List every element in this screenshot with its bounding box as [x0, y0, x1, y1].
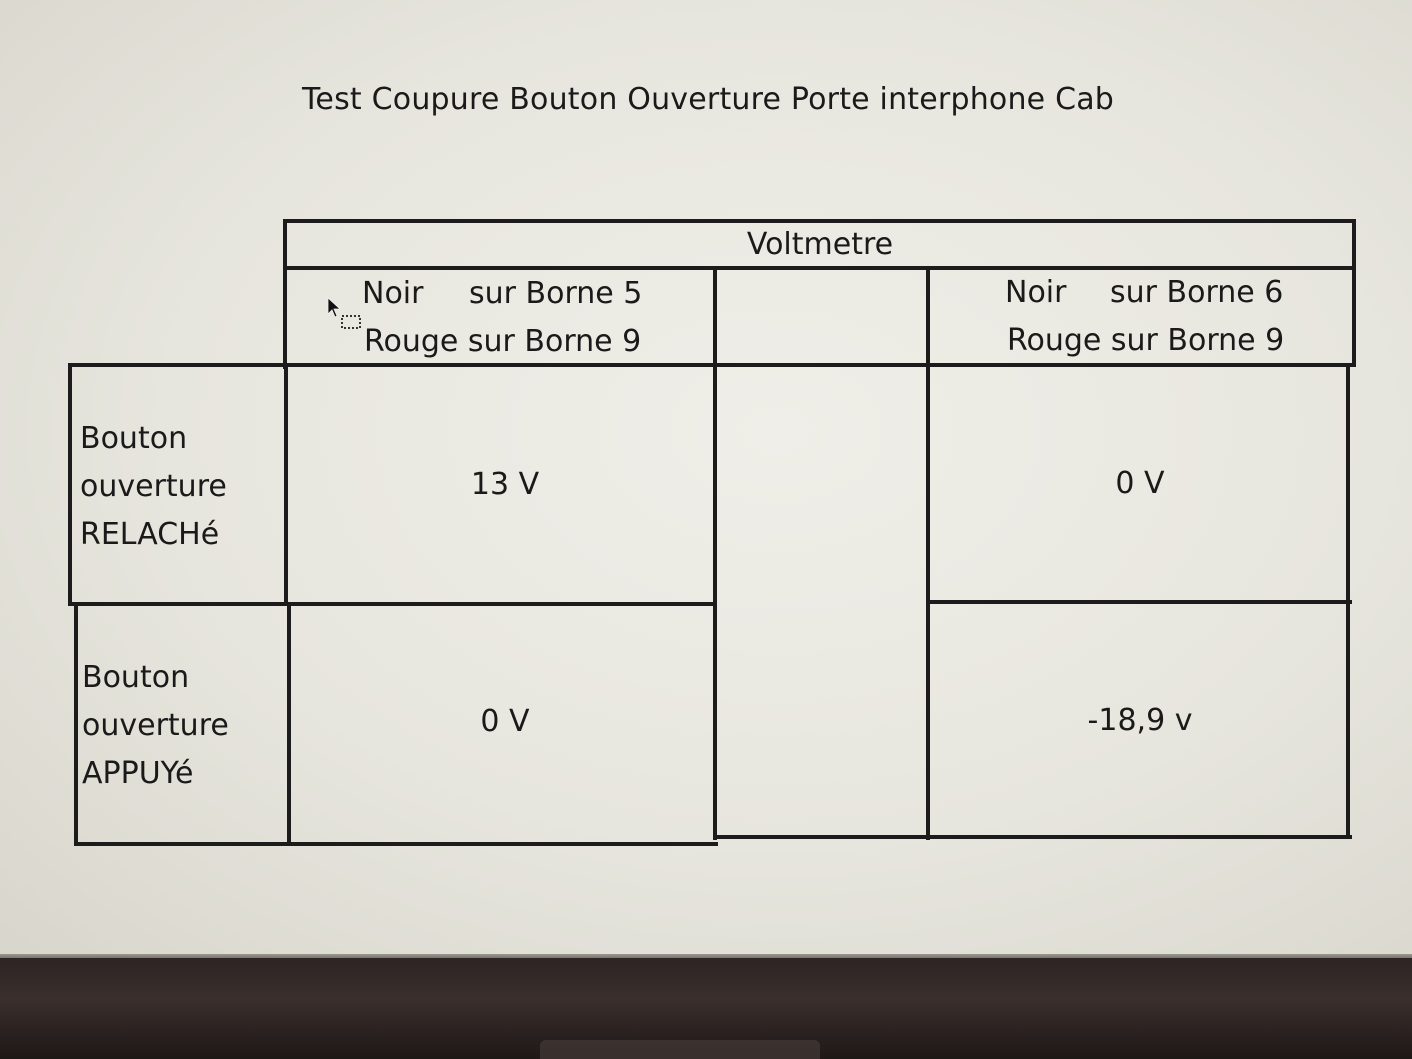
col2-header-line2: Rouge sur Borne 9: [1007, 323, 1285, 358]
left-bottom-border: [74, 842, 718, 846]
row-separator-right: [928, 600, 1352, 604]
document-title: Test Coupure Bouton Ouverture Porte interphone Cab: [302, 82, 1115, 117]
row1-col1-value: 13 V: [470, 467, 540, 502]
label-separator-row1: [284, 363, 288, 606]
col1-header-line2: Rouge sur Borne 9: [364, 324, 642, 359]
row-separator-left: [72, 602, 716, 606]
row2-col2-value: -18,9 v: [1087, 703, 1193, 738]
row2-label-line1: Bouton: [82, 660, 190, 695]
header-right-border: [1352, 219, 1356, 367]
col1-header-line1-a: Noir: [362, 276, 424, 311]
row2-label-line2: ouverture: [82, 708, 229, 743]
col2-header-line1-b: sur Borne 6: [1110, 275, 1284, 310]
header-left-border: [283, 219, 287, 369]
col1-header-line1-b: sur Borne 5: [469, 276, 643, 311]
row1-label-line2: ouverture: [80, 469, 227, 504]
table-right-border: [1346, 363, 1350, 839]
label-separator-row2: [287, 602, 291, 846]
mouse-pointer-icon: [326, 296, 366, 340]
table-header-voltmetre: Voltmetre: [746, 227, 894, 262]
row2-left-border: [74, 602, 78, 846]
column-separator-2: [926, 266, 930, 840]
row2-label-line3: APPUYé: [82, 756, 194, 791]
monitor-brand-logo: [540, 1040, 820, 1059]
column-separator-1: [713, 266, 717, 840]
row1-left-border: [68, 363, 72, 606]
col2-header-line1-a: Noir: [1005, 275, 1067, 310]
row2-col1-value: 0 V: [480, 704, 530, 739]
row1-label-line1: Bouton: [80, 421, 188, 456]
row1-label-line3: RELACHé: [80, 517, 220, 552]
right-bottom-border: [714, 835, 1352, 839]
row1-col2-value: 0 V: [1115, 466, 1165, 501]
